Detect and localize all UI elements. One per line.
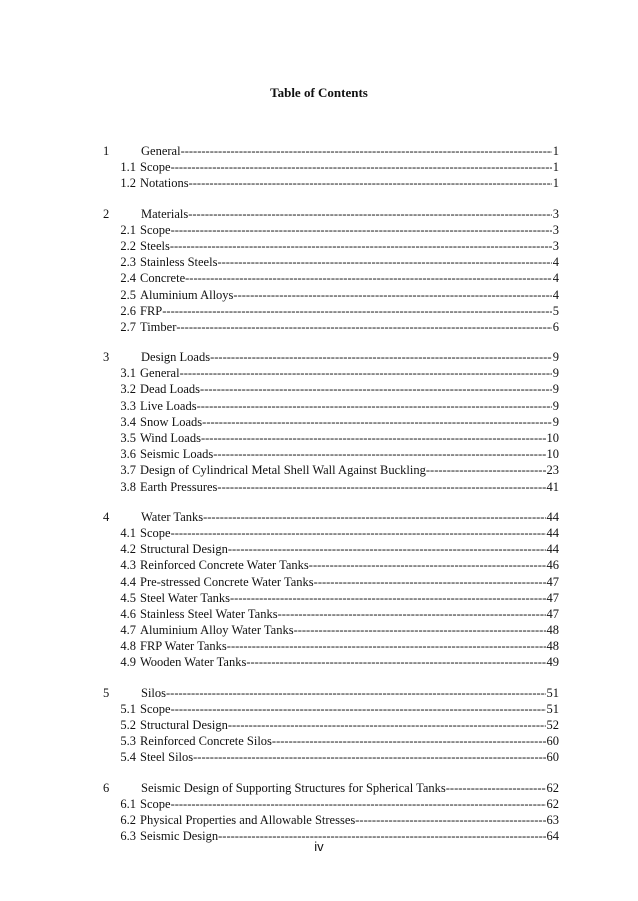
toc-entry-number: 5.2 [120,718,136,732]
toc-entry-label: General [140,366,180,381]
toc-entry-number: 2.7 [120,319,136,334]
toc-entry-label: Wind Loads [140,431,201,445]
toc-entry-number: 4.5 [120,590,136,605]
toc-entry-label: Design of Cylindrical Metal Shell Wall Against Buckling [140,463,426,478]
toc-dot-leader [272,734,546,749]
toc-entry-page: 63 [546,812,559,827]
toc-subsection-entry[interactable] [103,526,559,542]
toc-subsection-entry[interactable] [103,288,559,304]
toc-entry-number: 1 [103,144,110,158]
toc-entry-page: 3 [552,206,559,221]
toc-entry-page: 49 [546,655,559,670]
toc-dot-leader [294,623,546,638]
toc-dot-leader [171,797,546,812]
toc-dot-leader [200,382,552,397]
section-spacer [103,767,559,781]
toc-dot-leader [230,591,546,606]
toc-entry-page: 47 [546,574,559,589]
toc-entry-label: Aluminium Alloys [140,287,234,302]
toc-dot-leader [314,575,546,590]
toc-entry-label: Wooden Water Tanks [140,655,247,670]
toc-title: Table of Contents [270,85,368,100]
toc-dot-leader [202,415,552,430]
toc-entry-number: 4.9 [120,655,136,670]
toc-entry-number: 1.1 [120,160,136,175]
toc-entry-number: 2.4 [120,271,136,286]
toc-dot-leader [171,223,552,238]
toc-entry-number: 2.1 [120,222,136,237]
toc-dot-leader [171,160,552,175]
toc-subsection-entry[interactable] [103,591,559,607]
toc-dot-leader [171,702,546,717]
toc-entry-page: 10 [546,431,559,445]
toc-dot-leader [197,399,552,414]
toc-subsection-entry[interactable] [103,304,559,320]
toc-subsection-entry[interactable] [103,382,559,398]
toc-dot-leader [166,686,545,701]
toc-entry-label: Notations [140,176,189,191]
toc-dot-leader [201,431,546,446]
toc-subsection-entry[interactable] [103,623,559,639]
toc-entry-label: Structural Design [140,718,228,732]
toc-entry-label: Scope [140,701,171,716]
section-spacer [103,496,559,510]
toc-dot-leader [278,607,546,622]
toc-subsection-entry[interactable] [103,399,559,415]
toc-entry-label: Materials [141,206,189,221]
toc-subsection-entry[interactable] [103,176,559,192]
toc-dot-leader [189,176,552,191]
toc-entry-number: 3.4 [120,414,136,429]
toc-entry-page: 23 [546,463,559,478]
toc-subsection-entry[interactable] [103,575,559,591]
toc-dot-leader [210,350,552,365]
toc-entry-label: Aluminium Alloy Water Tanks [140,623,294,638]
toc-dot-leader [217,255,551,270]
toc-entry-label: Structural Design [140,542,228,557]
toc-entry-number: 4.7 [120,623,136,638]
toc-dot-leader [181,144,552,159]
toc-subsection-entry[interactable] [103,813,559,829]
toc-section-entry[interactable] [103,144,559,160]
toc-dot-leader [355,813,545,828]
toc-entry-page: 1 [552,160,559,175]
toc-entry-number: 3.7 [120,463,136,478]
toc-entry-page: 9 [552,382,559,397]
toc-section-entry[interactable] [103,510,559,526]
toc-subsection-entry[interactable] [103,797,559,813]
toc-entry-label: Scope [140,796,171,811]
toc-entry-number: 4.4 [120,574,136,589]
toc-dot-leader [170,239,552,254]
toc-entry-number: 1.2 [120,176,136,191]
toc-dot-leader [446,781,546,796]
toc-entry-number: 5.1 [120,701,136,716]
toc-entry-label: Stainless Steel Water Tanks [140,606,278,621]
toc-dot-leader [213,447,545,462]
toc-section-entry[interactable] [103,781,559,797]
toc-subsection-entry[interactable] [103,463,559,479]
toc-subsection-entry[interactable] [103,415,559,431]
toc-dot-leader [233,288,551,303]
toc-subsection-entry[interactable] [103,160,559,176]
toc-entry-number: 2.3 [120,255,136,270]
toc-dot-leader [193,750,545,765]
toc-entry-number: 2 [103,206,110,221]
toc-list [103,144,559,845]
toc-entry-label: Reinforced Concrete Silos [140,734,272,749]
toc-entry-number: 6.2 [120,812,136,827]
toc-entry-number: 4.2 [120,542,136,557]
toc-entry-label: Steels [140,238,170,253]
toc-entry-page: 60 [546,734,559,749]
toc-entry-label: Live Loads [140,398,197,413]
toc-entry-page: 62 [546,780,559,795]
toc-entry-number: 2.6 [120,303,136,318]
toc-entry-page: 9 [552,366,559,381]
toc-entry-number: 4 [103,509,110,524]
toc-subsection-entry[interactable] [103,431,559,447]
toc-entry-page: 5 [552,303,559,318]
toc-entry-page: 46 [546,558,559,573]
toc-entry-label: Dead Loads [140,382,201,397]
toc-entry-page: 48 [546,639,559,654]
toc-entry-label: Reinforced Concrete Water Tanks [140,558,309,573]
toc-entry-page: 3 [552,222,559,237]
toc-entry-label: FRP Water Tanks [140,639,227,654]
toc-entry-page: 62 [546,796,559,811]
toc-dot-leader [180,366,552,381]
toc-entry-label: Scope [140,525,171,540]
toc-entry-page: 41 [546,479,559,494]
toc-entry-page: 51 [546,685,559,700]
toc-entry-label: Seismic Design [140,829,219,844]
toc-entry-number: 4.6 [120,606,136,621]
toc-entry-number: 3 [103,350,110,365]
toc-dot-leader [203,510,545,525]
toc-entry-number: 6 [103,780,110,795]
toc-entry-number: 3.6 [120,447,136,462]
toc-subsection-entry[interactable] [103,447,559,463]
toc-dot-leader [188,207,552,222]
toc-entry-label: Steel Silos [140,750,194,765]
toc-entry-number: 4.1 [120,525,136,540]
toc-entry-number: 3.1 [120,366,136,381]
toc-entry-label: Concrete [140,271,186,286]
toc-entry-label: Stainless Steels [140,255,218,270]
toc-entry-page: 4 [552,271,559,286]
toc-dot-leader [246,655,545,670]
toc-entry-label: General [141,144,181,158]
toc-dot-leader [228,718,546,733]
toc-dot-leader [426,463,546,478]
toc-subsection-entry[interactable] [103,718,559,734]
section-spacer [103,193,559,207]
toc-entry-page: 47 [546,590,559,605]
toc-section-entry[interactable] [103,350,559,366]
toc-entry-label: Water Tanks [141,509,204,524]
toc-dot-leader [162,304,552,319]
toc-entry-label: Earth Pressures [140,479,218,494]
toc-entry-number: 2.2 [120,238,136,253]
toc-entry-number: 5 [103,685,110,700]
page-number: iv [314,839,324,854]
toc-entry-number: 6.3 [120,829,136,844]
toc-entry-number: 2.5 [120,287,136,302]
toc-entry-number: 3.5 [120,431,136,445]
toc-entry-page: 44 [546,509,559,524]
toc-subsection-entry[interactable] [103,480,559,496]
toc-entry-page: 60 [546,750,559,765]
toc-entry-page: 64 [546,829,559,844]
toc-subsection-entry[interactable] [103,702,559,718]
toc-entry-page: 52 [546,718,559,732]
toc-entry-number: 4.3 [120,558,136,573]
toc-subsection-entry[interactable] [103,734,559,750]
toc-entry-page: 51 [546,701,559,716]
toc-entry-label: Silos [141,685,167,700]
toc-entry-page: 9 [552,398,559,413]
toc-entry-label: Steel Water Tanks [140,590,230,605]
toc-entry-page: 1 [552,176,559,191]
toc-entry-label: Scope [140,222,171,237]
toc-entry-page: 44 [546,542,559,557]
toc-section-entry[interactable] [103,207,559,223]
toc-entry-label: Seismic Loads [140,447,214,462]
toc-entry-number: 6.1 [120,796,136,811]
toc-entry-page: 4 [552,255,559,270]
toc-subsection-entry[interactable] [103,639,559,655]
toc-subsection-entry[interactable] [103,255,559,271]
toc-entry-page: 47 [546,606,559,621]
toc-dot-leader [176,320,551,335]
toc-subsection-entry[interactable] [103,223,559,239]
toc-subsection-entry[interactable] [103,239,559,255]
toc-dot-leader [185,271,552,286]
toc-entry-page: 1 [552,144,559,158]
toc-dot-leader [171,526,546,541]
toc-entry-number: 3.2 [120,382,136,397]
toc-subsection-entry[interactable] [103,655,559,671]
toc-entry-page: 9 [552,350,559,365]
toc-entry-number: 5.3 [120,734,136,749]
toc-subsection-entry[interactable] [103,320,559,336]
toc-subsection-entry[interactable] [103,558,559,574]
toc-entry-label: Design Loads [141,350,211,365]
toc-entry-page: 44 [546,525,559,540]
toc-dot-leader [309,558,546,573]
toc-dot-leader [227,639,546,654]
toc-entry-number: 3.3 [120,398,136,413]
section-spacer [103,336,559,350]
toc-section-entry[interactable] [103,686,559,702]
toc-entry-label: Snow Loads [140,414,203,429]
toc-entry-number: 3.8 [120,479,136,494]
toc-subsection-entry[interactable] [103,607,559,623]
toc-entry-label: Pre-stressed Concrete Water Tanks [140,574,314,589]
section-spacer [103,672,559,686]
toc-entry-label: Scope [140,160,171,175]
toc-entry-page: 9 [552,414,559,429]
toc-entry-page: 6 [552,319,559,334]
toc-entry-number: 4.8 [120,639,136,654]
toc-entry-page: 4 [552,287,559,302]
toc-entry-number: 5.4 [120,750,136,765]
toc-subsection-entry[interactable] [103,542,559,558]
toc-subsection-entry[interactable] [103,271,559,287]
toc-entry-label: Seismic Design of Supporting Structures for Spherical Tanks [141,780,446,795]
toc-dot-leader [228,542,546,557]
toc-entry-label: Timber [140,319,177,334]
toc-dot-leader [217,480,545,495]
toc-subsection-entry[interactable] [103,366,559,382]
toc-entry-label: Physical Properties and Allowable Stresses [140,812,356,827]
toc-entry-page: 3 [552,238,559,253]
toc-entry-page: 48 [546,623,559,638]
toc-entry-page: 10 [546,447,559,462]
toc-entry-label: FRP [140,303,163,318]
toc-subsection-entry[interactable] [103,750,559,766]
